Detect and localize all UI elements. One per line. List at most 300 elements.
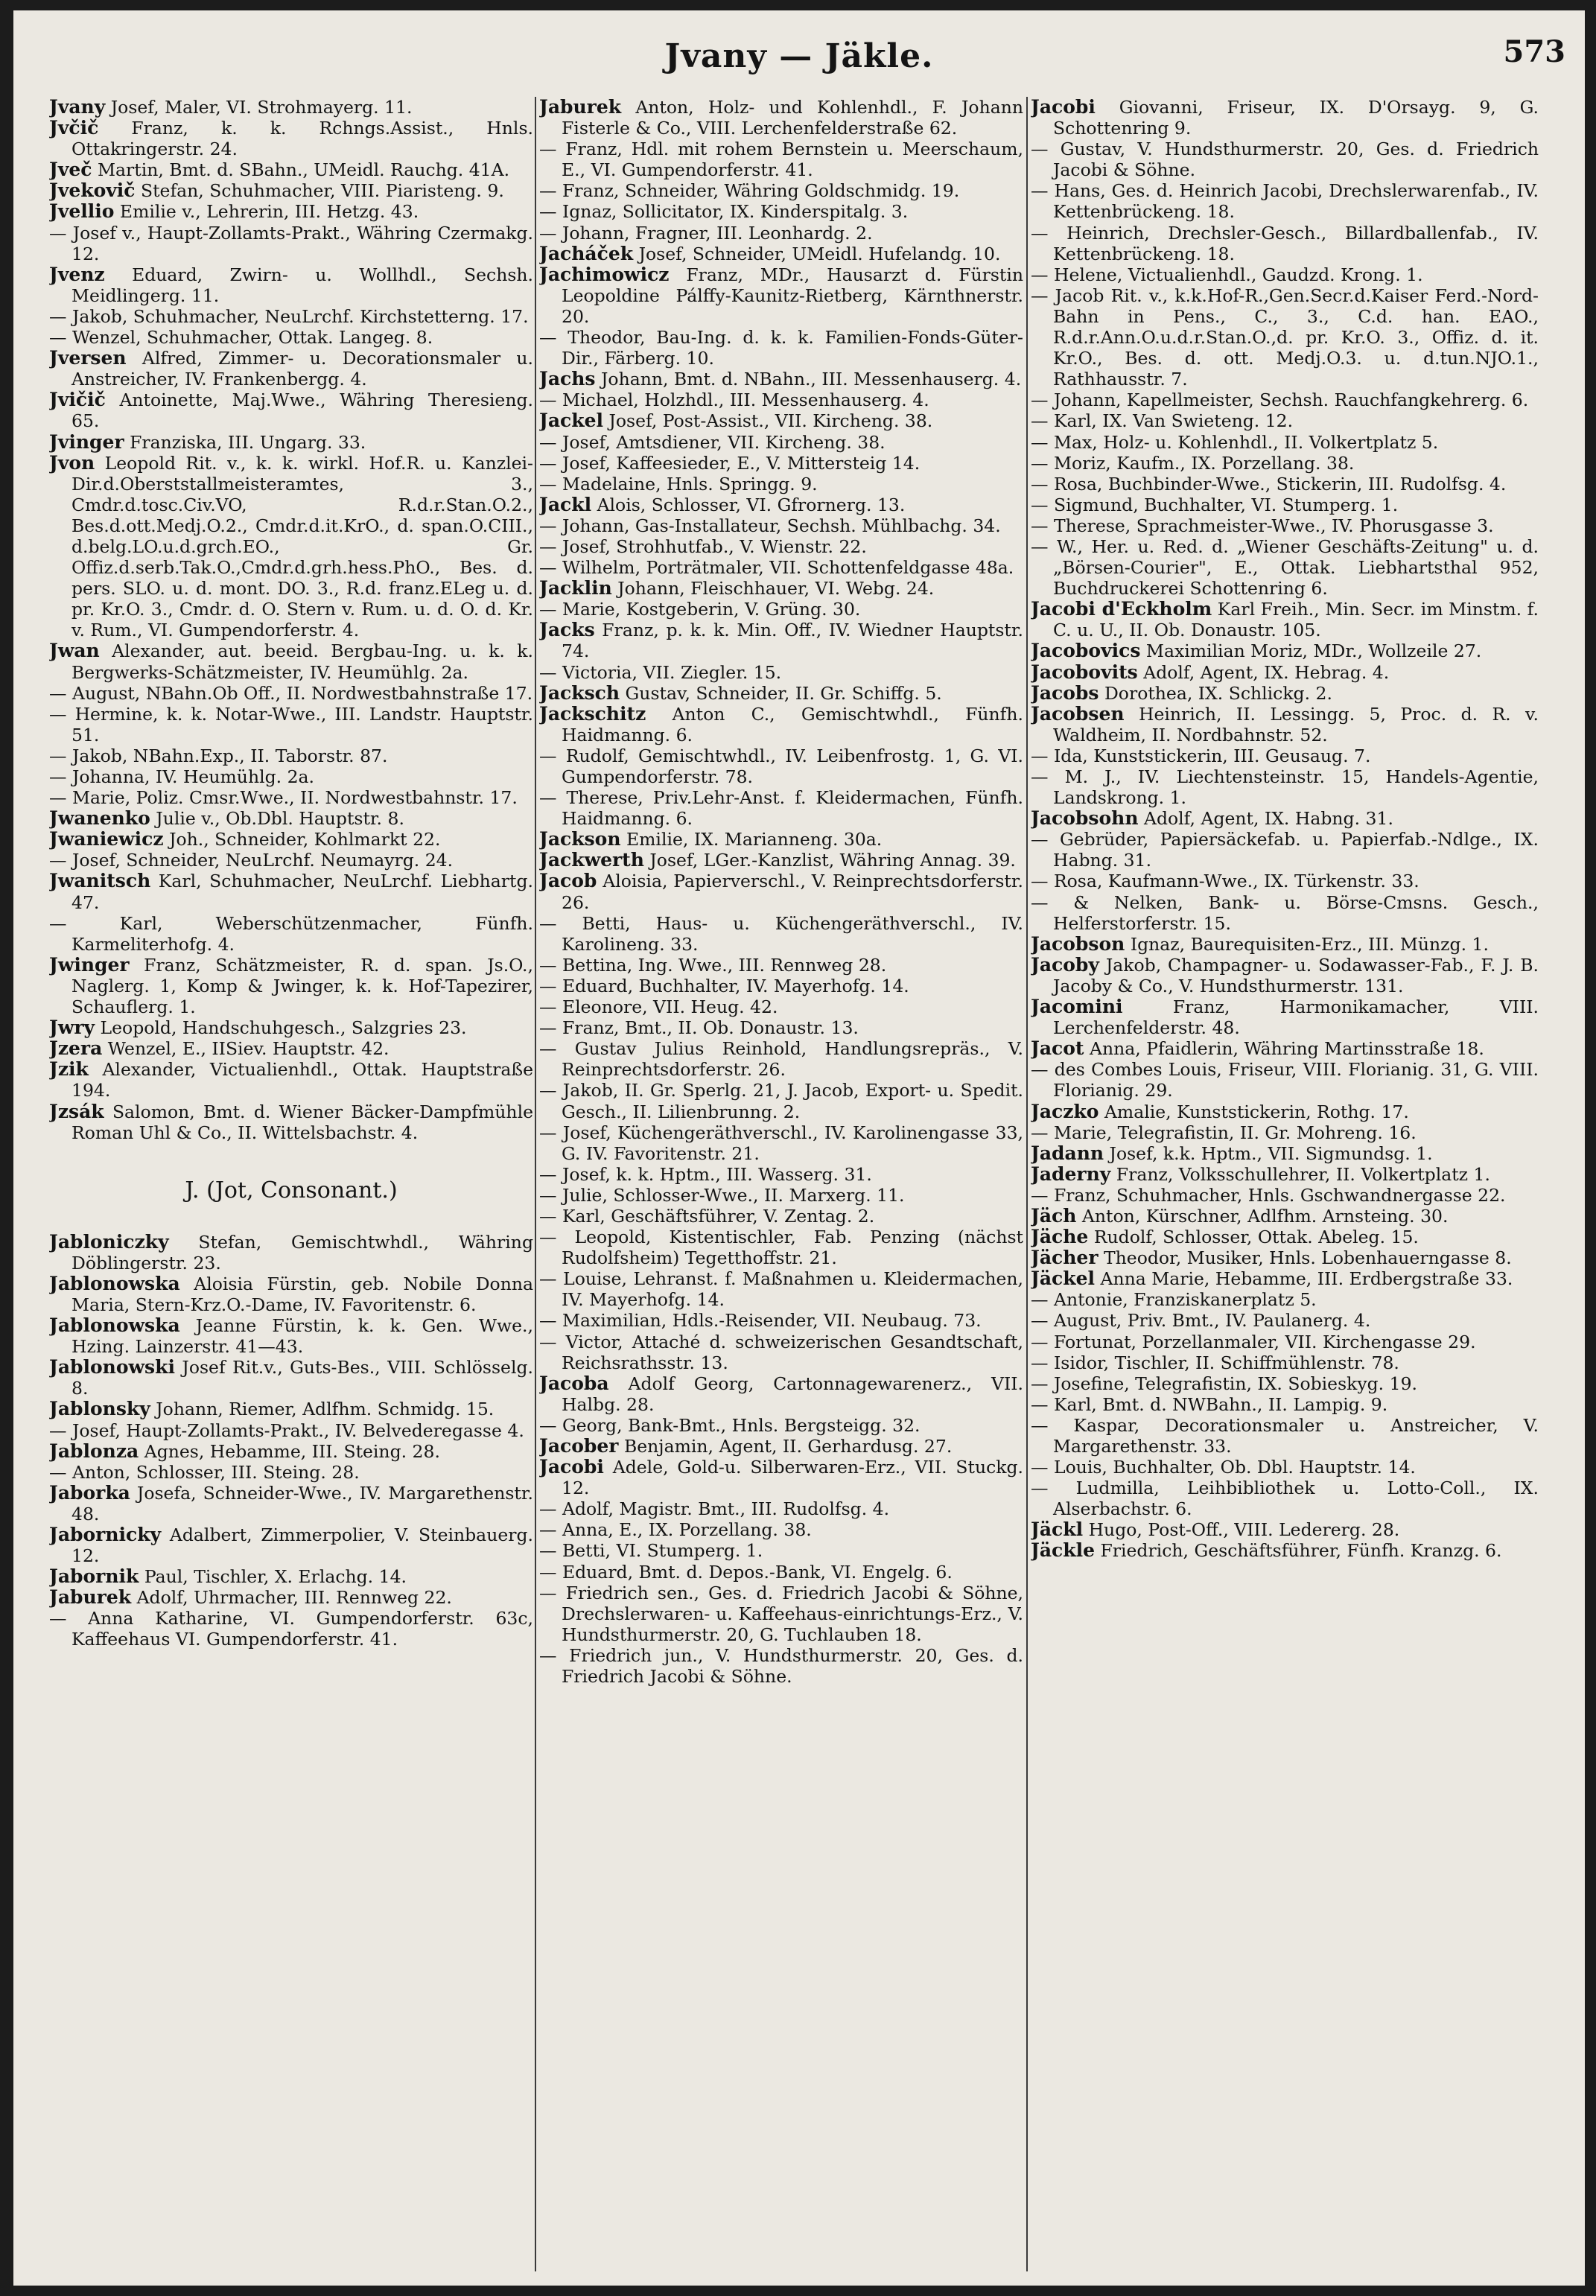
entry-details: Heinrich, II. Lessingg. 5, Proc. d. R. v. Waldheim, II. Nordbahnstr. 52. (1053, 703, 1539, 745)
directory-entry (539, 1436, 1023, 1457)
directory-entry (539, 620, 1023, 661)
entry-surname: Jvinger (49, 430, 124, 453)
entry-details: — Franz, Hdl. mit rohem Bernstein u. Meerschaum, E., VI. Gumpendorferstr. 41. (539, 139, 1023, 181)
entry-surname: Jwanenko (49, 807, 150, 830)
directory-entry (539, 1519, 1023, 1540)
directory-entry (49, 829, 533, 850)
entry-details: Julie v., Ob.Dbl. Hauptstr. 8. (156, 808, 404, 830)
directory-entry (1031, 766, 1539, 808)
entry-details: — Victor, Attaché d. schweizerischen Gesandtschaft, Reichsrathsstr. 13. (539, 1331, 1023, 1373)
entry-details: Rudolf, Schlosser, Ottak. Abeleg. 15. (1093, 1227, 1419, 1248)
directory-entry (539, 1583, 1023, 1645)
directory-entry (539, 474, 1023, 495)
directory-entry (539, 1310, 1023, 1331)
entry-details: Martin, Bmt. d. SBahn., UMeidl. Rauchg. 41A. (97, 159, 510, 181)
directory-entry (49, 389, 533, 431)
entry-surname: Jacobsen (1031, 702, 1125, 725)
entry-details: Giovanni, Friseur, IX. D'Orsayg. 9, G. Schottenring 9. (1053, 97, 1539, 139)
directory-entry (1031, 1268, 1539, 1289)
entry-details: Anna, Pfaidlerin, Währing Martinsstraße 18. (1089, 1038, 1484, 1060)
directory-entry (1031, 264, 1539, 285)
entry-surname: Jabloniczky (49, 1230, 169, 1253)
entry-details: — Anton, Schlosser, III. Steing. 28. (49, 1461, 360, 1483)
directory-entry (49, 1420, 533, 1441)
entry-details: — Johann, Gas-Installateur, Sechsh. Mühlbachg. 34. (539, 515, 1001, 536)
entry-details: Josef, k.k. Hptm., VII. Sigmundsg. 1. (1109, 1142, 1433, 1164)
entry-details: Anton, Kürschner, Adlfhm. Arnsteing. 30. (1081, 1205, 1449, 1227)
entry-details: — Ignaz, Sollicitator, IX. Kinderspitalg. 3. (539, 201, 909, 223)
entries-list (1031, 97, 1539, 1562)
directory-entry (1031, 955, 1539, 996)
entry-details: Alexander, Victualienhdl., Ottak. Hauptstraße 194. (71, 1059, 533, 1101)
entry-surname: Jaburek (49, 1586, 132, 1609)
entry-details: Salomon, Bmt. d. Wiener Bäcker-Dampfmühle Roman Uhl & Co., II. Wittelsbachstr. 4. (71, 1101, 533, 1143)
directory-entry (1031, 1394, 1539, 1415)
directory-entry (539, 97, 1023, 139)
entry-details: — Gustav Julius Reinhold, Handlungsrepräs., V. Reinprechtsdorferstr. 26. (539, 1038, 1023, 1081)
entry-details: Stefan, Gemischtwhdl., Währing Döblingerstr. 23. (71, 1231, 533, 1273)
entry-details: Ignaz, Baurequisiten-Erz., III. Münzg. 1. (1130, 933, 1489, 955)
directory-entry (1031, 1164, 1539, 1185)
entry-surname: Jvčič (49, 117, 99, 139)
entry-surname: Jacobovics (1031, 640, 1141, 662)
entry-surname: Jacháček (539, 242, 634, 264)
directory-entry (539, 1017, 1023, 1038)
entry-surname: Jwry (49, 1017, 95, 1039)
directory-entry (539, 1562, 1023, 1583)
directory-entry (539, 996, 1023, 1017)
entry-details: Josefa, Schneider-Wwe., IV. Margarethenstr. 48. (71, 1482, 533, 1524)
entry-details: Adolf, Agent, IX. Hebrag. 4. (1143, 661, 1390, 683)
directory-entry (1031, 1059, 1539, 1101)
directory-entry (49, 913, 533, 955)
entry-details: Franz, Schätzmeister, R. d. span. Js.O., Naglerg. 1, Komp & Jwinger, k. k. Hof-Tapezirer, Schauflerg. 1. (71, 954, 533, 1018)
directory-entry (49, 1357, 533, 1399)
entry-details: — Gebrüder, Papiersäckefab. u. Papierfab.-Ndlge., IX. Habng. 31. (1031, 829, 1539, 871)
directory-entry (539, 1038, 1023, 1080)
entry-details: — Friedrich sen., Ges. d. Friedrich Jacobi & Söhne, Drechslerwaren- u. Kaffeehaus-einrichtungs-Erz., V. Hundsthurmerstr. 20, G. Tuchlauben 18. (539, 1582, 1023, 1645)
directory-entry (49, 766, 533, 787)
entry-details: — Wenzel, Schuhmacher, Ottak. Langeg. 8. (49, 327, 433, 349)
directory-entry (539, 829, 1023, 850)
entry-details: — Josef, k. k. Hptm., III. Wasserg. 31. (539, 1163, 872, 1185)
entry-details: — Therese, Sprachmeister-Wwe., IV. Phorusgasse 3. (1031, 515, 1494, 536)
directory-entry (49, 1483, 533, 1524)
directory-entry (539, 1645, 1023, 1687)
entry-details: Johann, Fleischhauer, VI. Webg. 24. (617, 578, 935, 600)
directory-entry (539, 1498, 1023, 1519)
directory-entry (539, 515, 1023, 536)
directory-entry (539, 410, 1023, 431)
entry-surname: Jacobovits (1031, 661, 1138, 683)
directory-entry (49, 1524, 533, 1566)
directory-entry (49, 1462, 533, 1483)
directory-entry (1031, 1101, 1539, 1122)
directory-entry (49, 1038, 533, 1059)
directory-entry (1031, 410, 1539, 431)
directory-entry (539, 1185, 1023, 1206)
entry-details: Emilie, IX. Marianneng. 30a. (626, 829, 883, 850)
directory-entry (539, 1122, 1023, 1164)
entry-details: — Josefine, Telegrafistin, IX. Sobieskyg. 19. (1031, 1373, 1417, 1394)
entry-surname: Jacobs (1031, 681, 1099, 704)
directory-entry (539, 1227, 1023, 1268)
entry-surname: Jäckel (1031, 1268, 1095, 1290)
entry-details: Johann, Bmt. d. NBahn., III. Messenhauserg. 4. (601, 369, 1022, 390)
entry-details: — Eduard, Buchhalter, IV. Mayerhofg. 14. (539, 975, 909, 996)
entry-details: Eduard, Zwirn- u. Wollhdl., Sechsh. Meidlingerg. 11. (71, 264, 533, 306)
entry-surname: Jzera (49, 1037, 103, 1060)
directory-entry (49, 1273, 533, 1315)
entry-details: Wenzel, E., IISiev. Hauptstr. 42. (107, 1038, 390, 1060)
entry-surname: Jabornik (49, 1565, 139, 1588)
entry-details: — Kaspar, Decorationsmaler u. Anstreicher, V. Margarethenstr. 33. (1031, 1414, 1539, 1457)
directory-entry (49, 683, 533, 704)
entry-details: — Josef, Strohhutfab., V. Wienstr. 22. (539, 535, 867, 557)
entry-surname: Jacot (1031, 1037, 1084, 1060)
directory-entry (49, 1101, 533, 1143)
directory-entry (1031, 829, 1539, 871)
entry-details: Aloisia Fürstin, geb. Nobile Donna Maria, Stern-Krz.O.-Dame, IV. Favoritenstr. 6. (71, 1273, 533, 1315)
entry-details: — Franz, Bmt., II. Ob. Donaustr. 13. (539, 1017, 859, 1039)
entry-surname: Jacks (539, 619, 595, 641)
directory-entry (1031, 1227, 1539, 1247)
directory-entry (1031, 1352, 1539, 1373)
entry-surname: Jacobson (1031, 932, 1125, 955)
directory-entry (49, 1587, 533, 1608)
entry-details: Maximilian Moriz, MDr., Wollzeile 27. (1145, 640, 1482, 662)
directory-entry (49, 955, 533, 1017)
entry-surname: Jablonza (49, 1440, 139, 1462)
entry-surname: Jachs (539, 368, 596, 390)
entry-details: — Gustav, V. Hundsthurmerstr. 20, Ges. d. Friedrich Jacobi & Söhne. (1031, 139, 1539, 181)
directory-entry (539, 495, 1023, 515)
directory-entry (49, 306, 533, 327)
entry-surname: Jacklin (539, 577, 612, 600)
entry-details: — Johann, Fragner, III. Leonhardg. 2. (539, 222, 873, 244)
entry-details: Jeanne Fürstin, k. k. Gen. Wwe., Hzing. Lainzerstr. 41—43. (71, 1315, 533, 1358)
directory-entry (539, 787, 1023, 829)
entry-surname: Jvellio (49, 200, 115, 223)
directory-entry (49, 1399, 533, 1419)
entry-details: — Madelaine, Hnls. Springg. 9. (539, 473, 818, 495)
directory-entry (539, 1164, 1023, 1185)
entry-details: — Eleonore, VII. Heug. 42. (539, 996, 778, 1018)
entry-details: — Theodor, Bau-Ing. d. k. k. Familien-Fonds-Güter-Dir., Färberg. 10. (539, 327, 1023, 369)
entry-details: — August, NBahn.Ob Off., II. Nordwestbahnstraße 17. (49, 682, 533, 704)
entry-details: Josef, Schneider, UMeidl. Hufelandg. 10. (638, 243, 1001, 264)
directory-entry (539, 1080, 1023, 1122)
running-head: Jvany — Jäkle. (664, 37, 934, 75)
entry-details: — Franz, Schneider, Währing Goldschmidg. 19. (539, 180, 960, 202)
entry-details: Alexander, aut. beeid. Bergbau-Ing. u. k. k. Bergwerks-Schätzmeister, IV. Heumühlg. 2a. (71, 640, 533, 683)
directory-entry (1031, 1038, 1539, 1059)
directory-entry (1031, 285, 1539, 389)
entry-surname: Jvenz (49, 263, 105, 285)
entry-details: — Josef v., Haupt-Zollamts-Prakt., Währing Czermakg. 12. (49, 222, 533, 264)
entry-surname: Jachimowicz (539, 263, 670, 285)
entry-details: — Bettina, Ing. Wwe., III. Rennweg 28. (539, 954, 887, 976)
entry-surname: Jaborka (49, 1481, 130, 1504)
directory-entry (49, 1566, 533, 1587)
directory-entry (539, 850, 1023, 871)
directory-entry (539, 1415, 1023, 1436)
entry-surname: Jächer (1031, 1247, 1099, 1269)
directory-entry (1031, 1478, 1539, 1519)
entry-details: — Maximilian, Hdls.-Reisender, VII. Neubaug. 73. (539, 1310, 982, 1332)
entry-details: — Max, Holz- u. Kohlenhdl., II. Volkertplatz 5. (1031, 431, 1439, 453)
entry-surname: Jäckl (1031, 1519, 1084, 1541)
directory-entry (1031, 1332, 1539, 1352)
entry-details: — Michael, Holzhdl., III. Messenhauserg. 4. (539, 389, 929, 411)
entry-details: — Betti, VI. Stumperg. 1. (539, 1540, 763, 1562)
entry-details: Amalie, Kunststickerin, Rothg. 17. (1104, 1101, 1409, 1122)
directory-entry (1031, 1289, 1539, 1310)
directory-entry (49, 432, 533, 453)
directory-entry (539, 1540, 1023, 1561)
directory-entry (539, 223, 1023, 244)
entry-details: Joh., Schneider, Kohlmarkt 22. (169, 829, 441, 850)
entry-surname: Jacoby (1031, 953, 1099, 976)
entry-details: Gustav, Schneider, II. Gr. Schiffg. 5. (625, 682, 942, 704)
entry-details: — Rosa, Buchbinder-Wwe., Stickerin, III. Rudolfsg. 4. (1031, 473, 1507, 495)
entry-details: — Leopold, Kistentischler, Fab. Penzing (nächst Rudolfsheim) Tegetthoffstr. 21. (539, 1227, 1023, 1269)
directory-entry (49, 118, 533, 159)
entry-surname: Jvekovič (49, 179, 136, 202)
directory-entry (539, 599, 1023, 620)
entry-surname: Jacobi (1031, 97, 1096, 118)
entries-list (49, 1232, 533, 1650)
entry-details: — Jakob, Schuhmacher, NeuLrchf. Kirchstetterng. 17. (49, 305, 529, 327)
entry-details: — Antonie, Franziskanerplatz 5. (1031, 1289, 1317, 1311)
directory-entry (539, 1206, 1023, 1227)
entry-details: — Josef, Haupt-Zollamts-Prakt., IV. Belvederegasse 4. (49, 1419, 524, 1441)
entry-surname: Jacoba (539, 1372, 609, 1394)
directory-entry (49, 1608, 533, 1650)
directory-entry (539, 976, 1023, 996)
entry-details: Alois, Schlosser, VI. Gfrornerg. 13. (597, 494, 906, 515)
column-2 (539, 97, 1023, 2271)
entry-details: Anton, Holz- und Kohlenhdl., F. Johann Fisterle & Co., VIII. Lerchenfelderstraße 62. (562, 97, 1023, 139)
entry-surname: Jzsák (49, 1100, 104, 1122)
entry-surname: Jaburek (539, 97, 622, 118)
directory-entry (1031, 1457, 1539, 1478)
entry-surname: Jäche (1031, 1226, 1089, 1248)
entry-details: — Josef, Küchengeräthverschl., IV. Karolinengasse 33, G. IV. Favoritenstr. 21. (539, 1122, 1023, 1164)
entry-details: — Eduard, Bmt. d. Depos.-Bank, VI. Engelg. 6. (539, 1561, 953, 1583)
entry-details: — Anna, E., IX. Porzellang. 38. (539, 1519, 812, 1541)
directory-entry (49, 704, 533, 745)
directory-entry (1031, 495, 1539, 515)
entry-details: — Josef, Kaffeesieder, E., V. Mittersteig 14. (539, 452, 921, 474)
entry-details: — Hans, Ges. d. Heinrich Jacobi, Drechslerwarenfab., IV. Kettenbrückeng. 18. (1031, 180, 1539, 223)
directory-entry (539, 955, 1023, 976)
directory-entry (539, 913, 1023, 955)
directory-entry (1031, 453, 1539, 474)
directory-entry (539, 745, 1023, 787)
entry-surname: Jadann (1031, 1142, 1104, 1164)
entry-details: Dorothea, IX. Schlickg. 2. (1104, 682, 1332, 704)
directory-entry (1031, 934, 1539, 955)
directory-entry (539, 201, 1023, 222)
directory-entry (49, 1232, 533, 1273)
directory-entry (1031, 662, 1539, 683)
directory-entry (49, 1059, 533, 1101)
directory-entry (49, 808, 533, 829)
directory-entry (1031, 892, 1539, 934)
directory-entry (1031, 1247, 1539, 1268)
entry-surname: Jackl (539, 493, 592, 515)
entries-list (539, 97, 1023, 1687)
entry-details: — Victoria, VII. Ziegler. 15. (539, 661, 782, 683)
entry-surname: Jablonsky (49, 1398, 150, 1420)
entry-surname: Jwaniewicz (49, 828, 164, 850)
entry-details: Emilie v., Lehrerin, III. Hetzg. 43. (119, 201, 419, 223)
entry-details: Adalbert, Zimmerpolier, V. Steinbauerg. 12. (71, 1524, 533, 1567)
directory-entry (1031, 704, 1539, 745)
directory-entry (1031, 1310, 1539, 1331)
directory-entry (1031, 1540, 1539, 1561)
entry-details: — Karl, IX. Van Swieteng. 12. (1031, 410, 1294, 432)
directory-entry (1031, 808, 1539, 829)
directory-entry (1031, 432, 1539, 453)
entry-details: — des Combes Louis, Friseur, VIII. Florianig. 31, G. VIII. Florianig. 29. (1031, 1059, 1539, 1101)
directory-entry (1031, 1519, 1539, 1540)
entry-details: — Georg, Bank-Bmt., Hnls. Bergsteigg. 32. (539, 1414, 921, 1436)
directory-entry (1031, 599, 1539, 640)
entry-details: — Marie, Poliz. Cmsr.Wwe., II. Nordwestbahnstr. 17. (49, 787, 518, 809)
entry-details: Franz, p. k. k. Min. Off., IV. Wiedner Hauptstr. 74. (562, 620, 1023, 662)
entry-surname: Jveč (49, 159, 92, 181)
directory-entry (49, 1017, 533, 1038)
entry-details: — W., Her. u. Red. d. „Wiener Geschäfts-Zeitung" u. d. „Börsen-Courier", E., Ottak. Liebhartsthal 952, Buchdruckerei Schottenring 6. (1031, 535, 1539, 600)
directory-entry (539, 389, 1023, 410)
entry-details: — Rudolf, Gemischtwhdl., IV. Leibenfrostg. 1, G. VI. Gumpendorferstr. 78. (539, 745, 1023, 787)
directory-entry (1031, 683, 1539, 704)
entry-details: — Heinrich, Drechsler-Gesch., Billardballenfab., IV. Kettenbrückeng. 18. (1031, 222, 1539, 264)
entry-surname: Jablonowski (49, 1356, 175, 1378)
entry-details: — Ludmilla, Leihbibliothek u. Lotto-Coll., IX. Alserbachstr. 6. (1031, 1478, 1539, 1520)
directory-entry (49, 348, 533, 389)
entry-surname: Jäch (1031, 1204, 1077, 1227)
column-divider (1026, 97, 1028, 2271)
entry-details: Karl Freih., Min. Secr. im Minstm. f. C. u. U., II. Ob. Donaustr. 105. (1053, 599, 1539, 641)
entry-details: — Friedrich jun., V. Hundsthurmerstr. 20, Ges. d. Friedrich Jacobi & Söhne. (539, 1644, 1023, 1688)
entry-details: — Fortunat, Porzellanmaler, VII. Kirchengasse 29. (1031, 1331, 1476, 1352)
directory-entry (539, 453, 1023, 474)
entry-details: — Jakob, II. Gr. Sperlg. 21, J. Jacob, Export- u. Spedit. Gesch., II. Lilienbrunng. 2. (539, 1080, 1023, 1122)
directory-entry (49, 640, 533, 682)
entry-details: — Helene, Victualienhdl., Gaudzd. Krong. 1. (1031, 264, 1423, 285)
entry-details: — Hermine, k. k. Notar-Wwe., III. Landstr. Hauptstr. 51. (49, 703, 533, 745)
entry-details: — Moriz, Kaufm., IX. Porzellang. 38. (1031, 452, 1355, 474)
entry-surname: Jwan (49, 640, 100, 662)
entry-details: — Johanna, IV. Heumühlg. 2a. (49, 766, 315, 787)
directory-entry (1031, 97, 1539, 139)
entry-surname: Jacomini (1031, 996, 1123, 1018)
entry-details: — Josef, Amtsdiener, VII. Kircheng. 38. (539, 431, 886, 453)
entry-details: Franziska, III. Ungarg. 33. (130, 431, 366, 453)
entry-details: Benjamin, Agent, II. Gerhardusg. 27. (623, 1436, 953, 1457)
directory-entry (1031, 1185, 1539, 1206)
directory-entry (49, 264, 533, 306)
entry-surname: Jacksch (539, 681, 620, 704)
directory-entry (49, 180, 533, 201)
entry-details: — Louise, Lehranst. f. Maßnahmen u. Kleidermachen, IV. Mayerhofg. 14. (539, 1268, 1023, 1311)
directory-entry (539, 557, 1023, 578)
directory-entry (1031, 515, 1539, 536)
entry-surname: Jablonowska (49, 1272, 180, 1294)
entry-details: — & Nelken, Bank- u. Börse-Cmsns. Gesch., Helferstorferstr. 15. (1031, 891, 1539, 934)
page-number: 573 (1503, 34, 1565, 69)
directory-entry (49, 745, 533, 766)
entry-surname: Jacobsohn (1031, 807, 1139, 830)
directory-entry (539, 536, 1023, 557)
entry-details: Anton C., Gemischtwhdl., Fünfh. Haidmanng. 6. (562, 703, 1023, 745)
entry-details: — Josef, Schneider, NeuLrchf. Neumayrg. 24. (49, 850, 454, 871)
entry-surname: Jacobi (539, 1456, 604, 1478)
entry-surname: Jäckle (1031, 1539, 1095, 1562)
directory-entry (1031, 139, 1539, 180)
entry-surname: Jvany (49, 97, 106, 118)
directory-entry (539, 704, 1023, 745)
directory-entry (49, 1441, 533, 1462)
entries-list (49, 97, 533, 1143)
entry-details: Antoinette, Maj.Wwe., Währing Theresieng. 65. (71, 389, 533, 432)
entry-details: Friedrich, Geschäftsführer, Fünfh. Kranzg. 6. (1100, 1540, 1502, 1562)
directory-entry (539, 369, 1023, 389)
entry-details: Leopold, Handschuhgesch., Salzgries 23. (100, 1017, 467, 1039)
section-heading: J. (Jot, Consonant.) (185, 1177, 398, 1203)
directory-entry (1031, 1373, 1539, 1394)
directory-entry (1031, 1122, 1539, 1143)
directory-entry (539, 327, 1023, 369)
entry-details: Jakob, Champagner- u. Sodawasser-Fab., F. J. B. Jacoby & Co., V. Hundsthurmerstr. 131. (1053, 954, 1539, 996)
directory-entry (539, 871, 1023, 912)
entry-surname: Jackwerth (539, 849, 644, 871)
entry-details: — August, Priv. Bmt., IV. Paulanerg. 4. (1031, 1310, 1371, 1332)
entry-details: — Karl, Bmt. d. NWBahn., II. Lampig. 9. (1031, 1393, 1388, 1415)
entry-details: Josef, LGer.-Kanzlist, Währing Annag. 39. (649, 850, 1016, 871)
entry-details: — Jacob Rit. v., k.k.Hof-R.,Gen.Secr.d.Kaiser Ferd.-Nord-Bahn in Pens., C., 3., C.d. han. EAO., R.d.r.Ann.O.u.d.r.Stan.O.,d. pr. Kr.O. 3., Offiz. d. it. Kr.O., Bes. d. ott. Medj.O.3. u. d.tun.NJO.1., Rathhausstr. 7. (1031, 284, 1539, 390)
directory-entry (49, 201, 533, 222)
entry-surname: Jacober (539, 1435, 619, 1457)
entry-details: — Louis, Buchhalter, Ob. Dbl. Hauptstr. 14. (1031, 1457, 1416, 1478)
directory-entry (539, 264, 1023, 327)
entry-surname: Jaczko (1031, 1100, 1099, 1122)
entry-details: — Karl, Weberschützenmacher, Fünfh. Karmeliterhofg. 4. (49, 912, 533, 955)
entry-details: — Sigmund, Buchhalter, VI. Stumperg. 1. (1031, 494, 1399, 515)
entry-details: — Adolf, Magistr. Bmt., III. Rudolfsg. 4. (539, 1498, 890, 1520)
directory-entry (49, 453, 533, 641)
entry-details: Stefan, Schuhmacher, VIII. Piaristeng. 9. (141, 180, 504, 202)
entry-details: — M. J., IV. Liechtensteinstr. 15, Handels-Agentie, Landskrong. 1. (1031, 766, 1539, 809)
directory-entry (1031, 389, 1539, 410)
column-3 (1031, 97, 1539, 2271)
directory-entry (1031, 536, 1539, 599)
directory-entry (1031, 1143, 1539, 1164)
directory-page (13, 10, 1585, 2286)
entry-details: — Jakob, NBahn.Exp., II. Taborstr. 87. (49, 745, 388, 766)
entry-details: Josef, Post-Assist., VII. Kircheng. 38. (608, 410, 933, 432)
directory-entry (49, 850, 533, 871)
entry-surname: Jvon (49, 451, 95, 474)
directory-entry (49, 787, 533, 808)
entry-details: — Julie, Schlosser-Wwe., II. Marxerg. 11. (539, 1184, 905, 1206)
directory-entry (539, 432, 1023, 453)
entry-details: Johann, Riemer, Adlfhm. Schmidg. 15. (156, 1399, 495, 1420)
entry-details: Aloisia, Papierverschl., V. Reinprechtsdorferstr. 26. (562, 871, 1023, 913)
